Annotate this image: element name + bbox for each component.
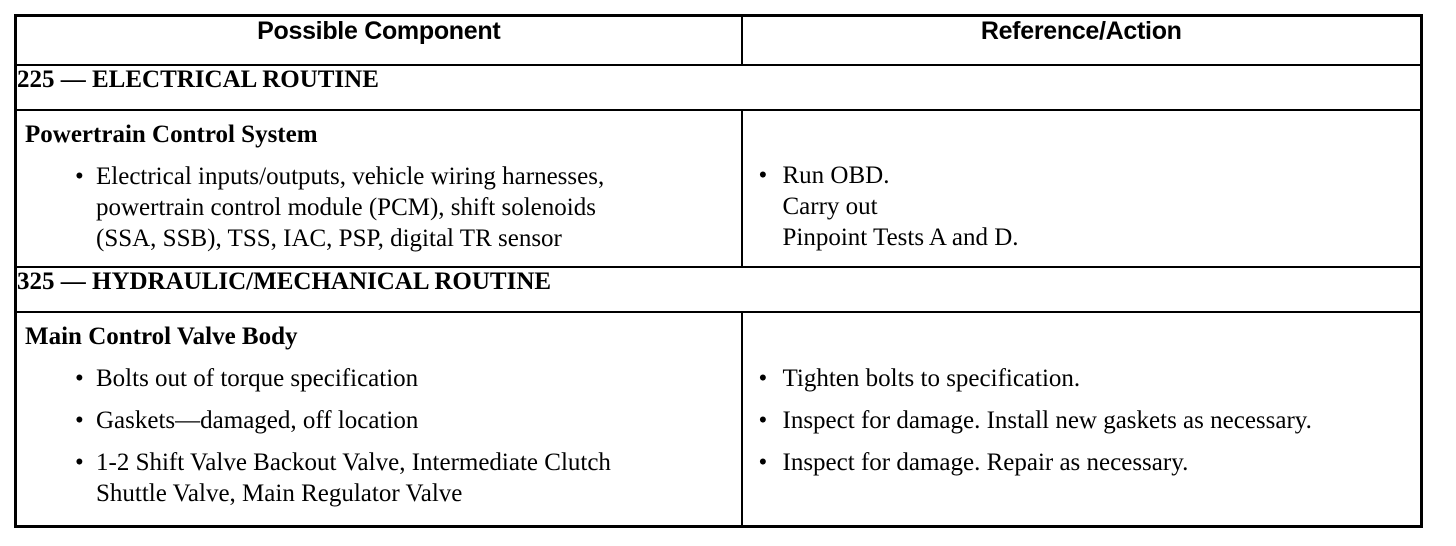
component-bullet — [17, 161, 741, 254]
bullet-line: • Inspect for damage. Repair as necessary. — [782, 448, 1189, 476]
section-title-electrical: 225 — ELECTRICAL ROUTINE — [16, 65, 1422, 110]
bullet-line: • Inspect for damage. Install new gaskets as necessary. — [782, 406, 1312, 434]
component-group-title: Main Control Valve Body — [25, 322, 298, 350]
bullet-line: (SSA, SSB), TSS, IAC, PSP, digital TR sensor — [96, 225, 562, 253]
column-header-action: Reference/Action — [742, 16, 1422, 66]
bullet-line: Shuttle Valve, Main Regulator Valve — [96, 479, 463, 507]
action-bullet — [743, 160, 1421, 253]
table-row — [16, 312, 1422, 527]
bullet-line: Pinpoint Tests A and D. — [782, 224, 1019, 252]
action-bullet — [743, 405, 1421, 436]
component-cell — [16, 110, 742, 266]
component-bullet — [17, 447, 741, 509]
component-bullet — [17, 405, 741, 436]
bullet-line: • 1-2 Shift Valve Backout Valve, Intermediate Clutch — [96, 448, 611, 476]
action-cell — [742, 312, 1422, 527]
component-bullet — [17, 363, 741, 394]
column-header-component: Possible Component — [16, 16, 742, 66]
section-title-hydraulic: 325 — HYDRAULIC/MECHANICAL ROUTINE — [16, 267, 1422, 312]
action-bullet — [743, 447, 1421, 478]
section-row — [16, 65, 1422, 110]
component-group-title: Powertrain Control System — [25, 121, 318, 149]
bullet-line: • Tighten bolts to specification. — [782, 364, 1081, 392]
bullet-line: • Gaskets—damaged, off location — [96, 406, 419, 434]
bullet-line: Carry out — [782, 193, 878, 221]
action-cell — [742, 110, 1422, 266]
bullet-line: • Bolts out of torque specification — [96, 364, 419, 392]
diagnosis-table — [14, 14, 1423, 528]
header-row — [16, 16, 1422, 66]
action-bullet — [743, 363, 1421, 394]
table-row — [16, 110, 1422, 266]
bullet-line: • Run OBD. — [782, 162, 890, 190]
component-cell — [16, 312, 742, 527]
section-row — [16, 267, 1422, 312]
bullet-line: • Electrical inputs/outputs, vehicle wiring harnesses, — [96, 163, 605, 191]
bullet-line: powertrain control module (PCM), shift solenoids — [96, 194, 596, 222]
